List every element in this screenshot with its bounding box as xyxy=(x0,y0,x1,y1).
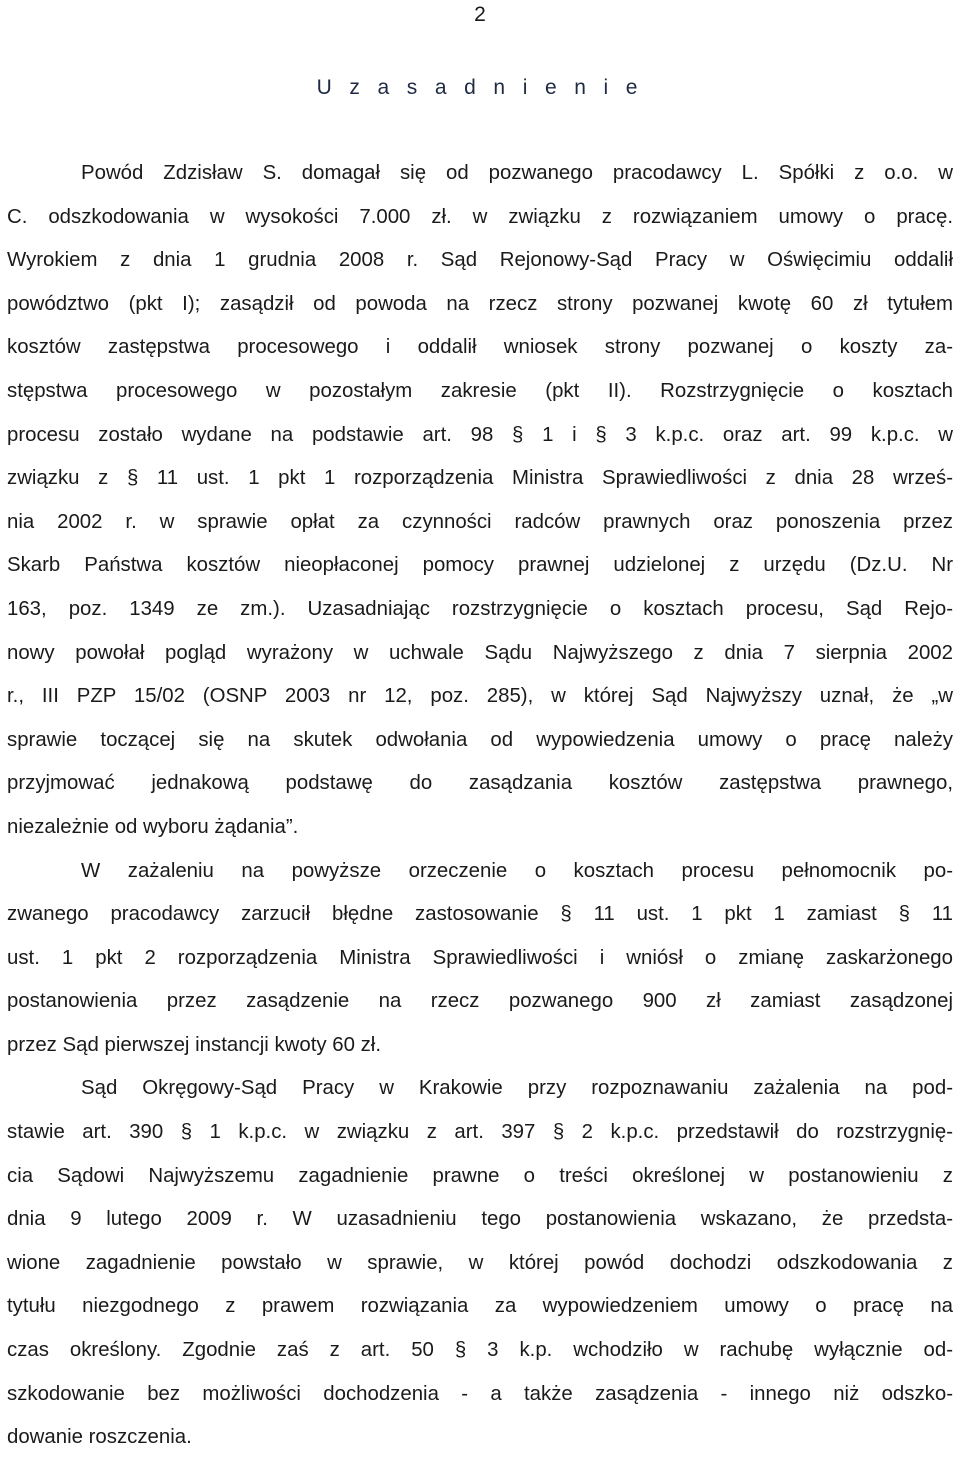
text-line: stępstwa procesowego w pozostałym zakresie (pkt II). Rozstrzygnięcie o kosztach xyxy=(7,379,953,402)
text-line: niezależnie od wyboru żądania”. xyxy=(7,815,299,838)
text-line: powództwo (pkt I); zasądził od powoda na rzecz strony pozwanej kwotę 60 zł tytułem xyxy=(7,292,953,315)
text-line: ust. 1 pkt 2 rozporządzenia Ministra Sprawiedliwości i wniósł o zmianę zaskarżonego xyxy=(7,946,953,969)
text-line: zwanego pracodawcy zarzucił błędne zastosowanie § 11 ust. 1 pkt 1 zamiast § 11 xyxy=(7,903,953,926)
text-line: W zażaleniu na powyższe orzeczenie o kosztach procesu pełnomocnik po- xyxy=(81,859,953,882)
text-line: Skarb Państwa kosztów nieopłaconej pomocy prawnej udzielonej z urzędu (Dz.U. Nr xyxy=(7,554,953,577)
text-line: tytułu niezgodnego z prawem rozwiązania za wypowiedzeniem umowy o pracę na xyxy=(7,1295,953,1318)
paragraph-3 xyxy=(7,1067,953,1459)
text-line: Wyrokiem z dnia 1 grudnia 2008 r. Sąd Rejonowy-Sąd Pracy w Oświęcimiu oddalił xyxy=(7,249,953,272)
text-line: wione zagadnienie powstało w sprawie, w której powód dochodzi odszkodowania z xyxy=(7,1251,953,1274)
paragraph-1 xyxy=(7,152,953,850)
text-line: cia Sądowi Najwyższemu zagadnienie prawne o treści określonej w postanowieniu z xyxy=(7,1164,953,1187)
text-line: kosztów zastępstwa procesowego i oddalił wniosek strony pozwanej o koszty za- xyxy=(7,336,953,359)
text-line: Sąd Okręgowy-Sąd Pracy w Krakowie przy rozpoznawaniu zażalenia na pod- xyxy=(81,1077,953,1100)
text-line: C. odszkodowania w wysokości 7.000 zł. w związku z rozwiązaniem umowy o pracę. xyxy=(7,205,953,228)
text-line: szkodowanie bez możliwości dochodzenia - a także zasądzenia - innego niż odszko- xyxy=(7,1382,953,1405)
document-heading: U z a s a d n i e n i e xyxy=(316,76,644,99)
text-line: przez Sąd pierwszej instancji kwoty 60 zł. xyxy=(7,1033,381,1056)
text-line: nia 2002 r. w sprawie opłat za czynności radców prawnych oraz ponoszenia przez xyxy=(7,510,953,533)
text-line: dnia 9 lutego 2009 r. W uzasadnieniu tego postanowienia wskazano, że przedsta- xyxy=(7,1208,953,1231)
text-line: postanowienia przez zasądzenie na rzecz pozwanego 900 zł zamiast zasądzonej xyxy=(7,990,953,1013)
text-line: 163, poz. 1349 ze zm.). Uzasadniając rozstrzygnięcie o kosztach procesu, Sąd Rejo- xyxy=(7,597,953,620)
text-line: nowy powołał pogląd wyrażony w uchwale Sądu Najwyższego z dnia 7 sierpnia 2002 xyxy=(7,641,953,664)
text-line: procesu zostało wydane na podstawie art. 98 § 1 i § 3 k.p.c. oraz art. 99 k.p.c. w xyxy=(7,423,953,446)
text-line: związku z § 11 ust. 1 pkt 1 rozporządzenia Ministra Sprawiedliwości z dnia 28 wrześ- xyxy=(7,467,953,490)
text-line: dowanie roszczenia. xyxy=(7,1426,192,1449)
text-line: przyjmować jednakową podstawę do zasądzania kosztów zastępstwa prawnego, xyxy=(7,772,953,795)
paragraph-2 xyxy=(7,850,953,1068)
text-line: czas określony. Zgodnie zaś z art. 50 § 3 k.p. wchodziło w rachubę wyłącznie od- xyxy=(7,1339,953,1362)
text-line: sprawie toczącej się na skutek odwołania od wypowiedzenia umowy o pracę należy xyxy=(7,728,953,751)
document-body xyxy=(7,152,953,1460)
text-line: stawie art. 390 § 1 k.p.c. w związku z art. 397 § 2 k.p.c. przedstawił do rozstrzygnię- xyxy=(7,1121,953,1144)
text-line: Powód Zdzisław S. domagał się od pozwanego pracodawcy L. Spółki z o.o. w xyxy=(81,162,953,184)
page-number: 2 xyxy=(474,3,486,26)
text-line: r., III PZP 15/02 (OSNP 2003 nr 12, poz. 285), w której Sąd Najwyższy uznał, że „w xyxy=(7,685,953,708)
